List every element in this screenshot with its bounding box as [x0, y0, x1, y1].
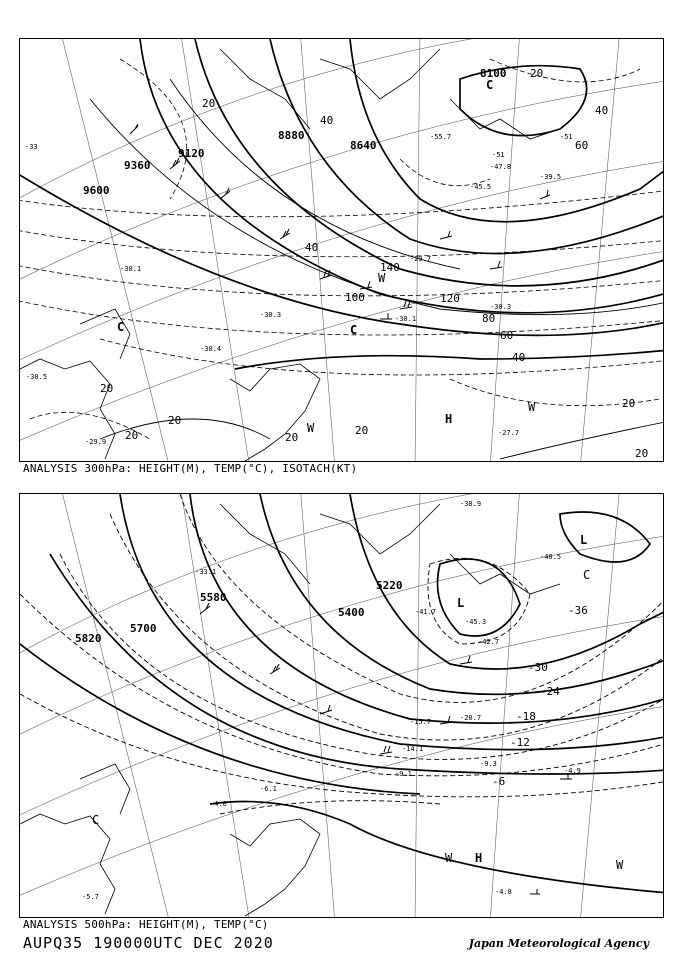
height-contours: [20, 494, 663, 894]
isotach-label: 60: [500, 329, 514, 342]
pressure-centers: [117, 78, 536, 435]
cold-center-marker: C: [92, 813, 100, 827]
isotach-label: 20: [355, 424, 369, 437]
station-temp: -20.7: [460, 714, 482, 722]
high-center-marker: H: [475, 851, 483, 865]
isotach-label: 40: [305, 241, 319, 254]
station-temp: -4.9: [564, 767, 581, 775]
station-temp: -38.9: [460, 500, 482, 508]
isotherm-label: -18: [516, 710, 536, 723]
isotherm-label: -6: [492, 775, 506, 788]
height-label: 5580: [200, 591, 227, 604]
station-temperatures: [82, 500, 581, 901]
station-temp: -51: [492, 151, 505, 159]
height-label: 9360: [124, 159, 151, 172]
agency-credit: Japan Meteorological Agency: [468, 937, 649, 950]
cold-center-marker: C: [350, 323, 358, 337]
station-temp: -27.7: [498, 429, 520, 437]
station-temp: -9.1: [395, 770, 412, 778]
isotherm-lines: [20, 59, 663, 439]
isotherm-label: -24: [540, 685, 560, 698]
station-temp: -29.9: [85, 438, 107, 446]
station-temp: -15.7: [410, 718, 432, 726]
height-labels: [75, 579, 403, 645]
station-temp: -51: [560, 133, 573, 141]
station-temp: -40.5: [540, 553, 562, 561]
isotach-label: 100: [345, 291, 365, 304]
station-temp: -14.1: [402, 745, 424, 753]
isotach-label: 20: [285, 431, 299, 444]
isotach-label: 140: [380, 261, 400, 274]
station-temp: -30.5: [26, 373, 48, 381]
height-label: 5700: [130, 622, 157, 635]
isotach-label: 40: [512, 351, 526, 364]
station-temp: -30.3: [490, 303, 512, 311]
station-temp: -9.3: [480, 760, 497, 768]
isotach-label: 80: [482, 312, 496, 325]
height-label: 8100: [480, 67, 507, 80]
warm-center-marker: W: [307, 421, 315, 435]
height-label: 9120: [178, 147, 205, 160]
cold-center-marker: C: [486, 78, 494, 92]
coastline: [20, 49, 560, 461]
isotach-label: 20: [168, 414, 182, 427]
height-label: 9600: [83, 184, 110, 197]
height-label: 5220: [376, 579, 403, 592]
station-temp: -4.8: [495, 888, 512, 896]
height-label: 8640: [350, 139, 377, 152]
isotach-label: 20: [622, 397, 636, 410]
chart-500hpa: [19, 493, 664, 918]
bulletin-code: AUPQ35 190000UTC DEC 2020: [23, 934, 274, 952]
low-center-marker: L: [580, 533, 588, 547]
station-temp: -33.1: [195, 568, 217, 576]
station-temp: -30.4: [200, 345, 222, 353]
isotherm-labels: [492, 604, 588, 788]
station-temp: -47.8: [490, 163, 512, 171]
high-center-marker: H: [445, 412, 453, 426]
station-temperatures: [25, 133, 573, 446]
warm-center-marker: W: [445, 851, 453, 865]
isotherm-label: -30: [528, 661, 548, 674]
station-temp: -29.7: [410, 255, 432, 263]
height-label: 5400: [338, 606, 365, 619]
station-temp: -5.7: [82, 893, 99, 901]
isotach-label: 20: [530, 67, 544, 80]
height-label: 8880: [278, 129, 305, 142]
station-temp: -30.1: [120, 265, 142, 273]
isotach-label: 20: [125, 429, 139, 442]
map-500hpa-svg: [20, 494, 663, 917]
station-temp: -30.1: [395, 315, 417, 323]
isotach-label: 20: [100, 382, 114, 395]
station-temp: -42.7: [478, 638, 500, 646]
station-temp: -33: [25, 143, 38, 151]
caption-300hpa: ANALYSIS 300hPa: HEIGHT(M), TEMP(°C), ISOTACH(KT): [23, 462, 358, 475]
isotach-label: 120: [440, 292, 460, 305]
station-temp: -41.7: [415, 608, 437, 616]
isotach-label: 20: [202, 97, 216, 110]
station-temp: -30.3: [260, 311, 282, 319]
warm-center-marker: W: [528, 400, 536, 414]
isotherm-label: -12: [510, 736, 530, 749]
isotach-label: 60: [575, 139, 589, 152]
station-temp: -55.7: [430, 133, 452, 141]
pressure-centers: [92, 533, 624, 872]
station-temp: -45.5: [470, 183, 492, 191]
warm-center-marker: W: [378, 271, 386, 285]
isotherm-label: -36: [568, 604, 588, 617]
station-temp: -6.1: [260, 785, 277, 793]
station-temp: -4.0: [210, 800, 227, 808]
isotach-label: 20: [635, 447, 649, 460]
station-temp: -39.5: [540, 173, 562, 181]
isotach-labels: [100, 67, 648, 460]
height-label: 5820: [75, 632, 102, 645]
chart-300hpa: [19, 38, 664, 462]
isotach-label: 40: [595, 104, 609, 117]
cold-center-marker: C: [117, 320, 125, 334]
graticule: [20, 494, 663, 917]
map-300hpa-svg: [20, 39, 663, 461]
height-labels: [83, 67, 507, 197]
warm-center-marker: W: [616, 858, 624, 872]
low-center-marker: L: [457, 596, 465, 610]
caption-500hpa: ANALYSIS 500hPa: HEIGHT(M), TEMP(°C): [23, 918, 269, 931]
graticule: [20, 39, 663, 461]
station-temp: -45.3: [465, 618, 487, 626]
cold-center-marker: C: [583, 568, 591, 582]
isotach-label: 40: [320, 114, 334, 127]
